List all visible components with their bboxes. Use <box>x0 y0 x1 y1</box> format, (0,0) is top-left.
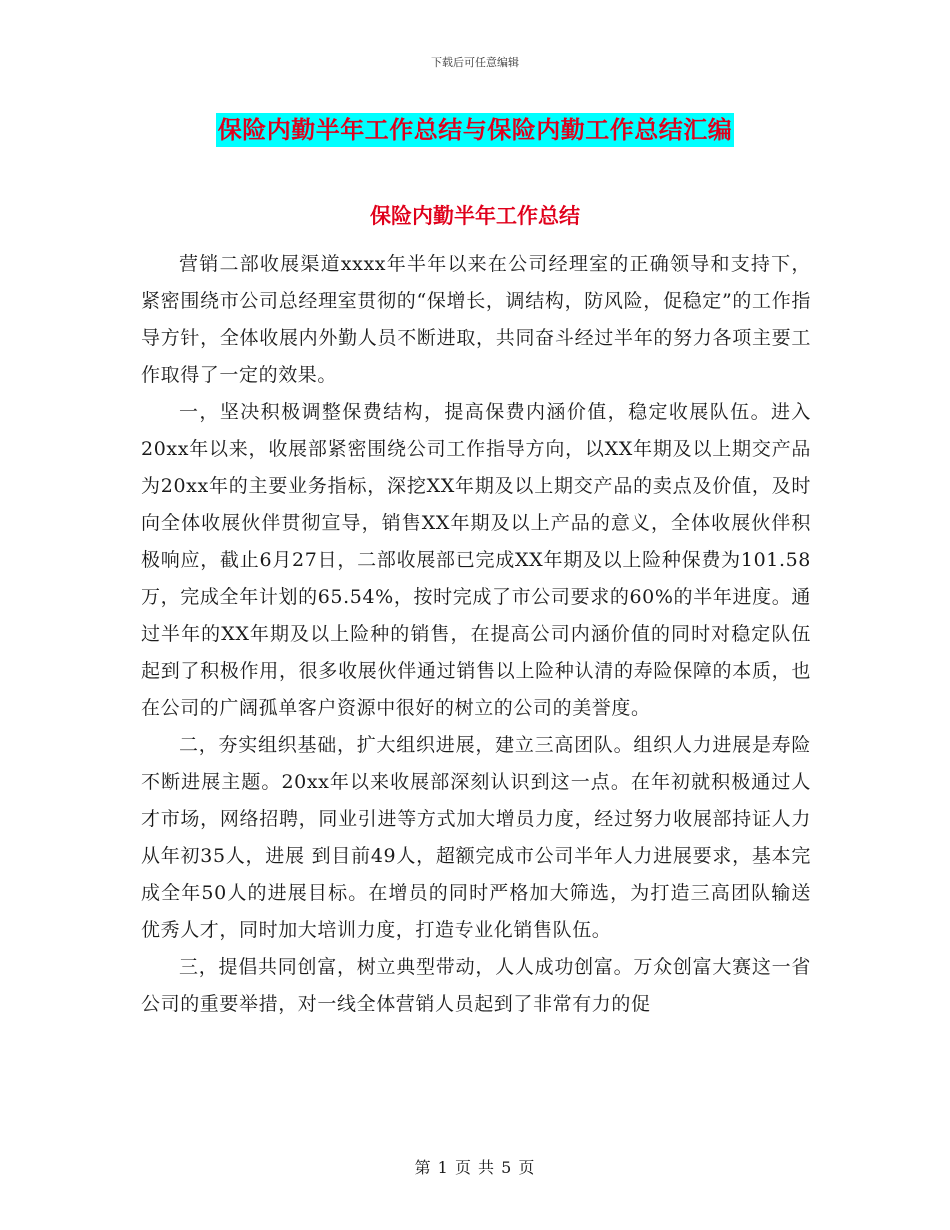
page-footer: 第 1 页 共 5 页 <box>414 1158 536 1177</box>
paragraph-section-3: 三，提倡共同创富，树立典型带动，人人成功创富。万众创富大赛这一省公司的重要举措，对一线全体营销人员起到了非常有力的促 <box>141 956 811 1015</box>
document-title <box>0 113 950 147</box>
page-header: 下载后可任意编辑 <box>431 56 519 69</box>
paragraph-intro: 营销二部收展渠道xxxx年半年以来在公司经理室的正确领导和支持下，紧密围绕市公司总经理室贯彻的“保增长，调结构，防风险，促稳定”的工作指导方针，全体收展内外勤人员不断进取，共同奋斗经过半年的努力各项主要工作取得了一定的效果。 <box>141 253 811 386</box>
paragraph-section-2: 二，夯实组织基础，扩大组织进展，建立三高团队。组织人力进展是寿险不断进展主题。20xx年以来收展部深刻认识到这一点。在年初就积极通过人才市场，网络招聘，同业引进等方式加大增员力度，经过努力收展部持证人力从年初35人，进展 到目前49人，超额完成市公司半年人力进展要求，基本完成全年50人的进展目标。在增员的同时严格加大筛选，为打造三高团队输送优秀人才，同时加大培训力度，打造专业化销售队伍。 <box>141 734 811 941</box>
document-title-text: 保险内勤半年工作总结与保险内勤工作总结汇编 <box>216 113 735 147</box>
section-title: 保险内勤半年工作总结 <box>370 203 580 228</box>
paragraph-section-1: 一，坚决积极调整保费结构，提高保费内涵价值，稳定收展队伍。进入20xx年以来，收展部紧密围绕公司工作指导方向，以XX年期及以上期交产品为20xx年的主要业务指标，深挖XX年期及以上期交产品的卖点及价值，及时向全体收展伙伴贯彻宣导，销售XX年期及以上产品的意义，全体收展伙伴积极响应，截止6月27日，二部收展部已完成XX年期及以上险种保费为101.58万，完成全年计划的65.54%，按时完成了市公司要求的60%的半年进度。通过半年的XX年期及以上险种的销售，在提高公司内涵价值的同时对稳定队伍起到了积极作用，很多收展伙伴通过销售以上险种认清的寿险保障的本质，也在公司的广阔孤单客户资源中很好的树立的公司的美誉度。 <box>141 401 811 719</box>
body-text <box>141 246 811 1023</box>
